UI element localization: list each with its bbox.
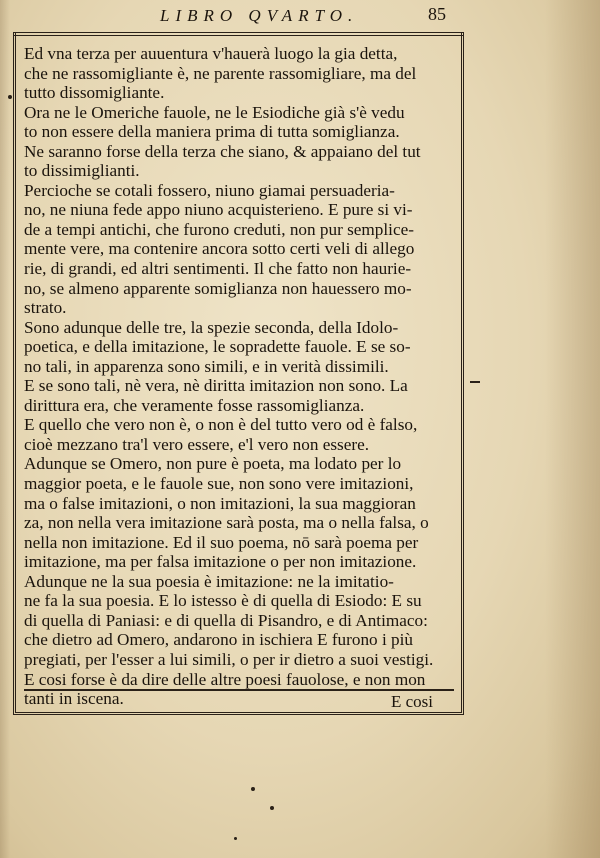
text-line: nella non imitazione. Ed il suo poema, nō sarà poema per: [24, 532, 419, 552]
text-line: Percioche se cotali fossero, niuno giamai persuaderia-: [24, 180, 395, 200]
text-line: che dietro ad Omero, andarono in ischiera E furono i più: [24, 630, 413, 650]
page-edge-shadow: [0, 0, 10, 858]
text-line: Ed vna terza per auuentura v'hauerà luogo la gia detta,: [24, 44, 398, 63]
text-line: E se sono tali, nè vera, nè diritta imitazion non sono. La: [24, 376, 408, 396]
text-line: za, non nella vera imitazione sarà posta, ma o nella falsa, o: [24, 513, 429, 533]
ink-speck: [234, 837, 237, 840]
text-line: no tali, in apparenza sono simili, e in verità dissimili.: [24, 356, 389, 376]
running-title: LIBRO QVARTO.: [160, 6, 359, 25]
text-line: no, ne niuna fede appo niuno acquisterieno. E pure si vi-: [24, 200, 413, 220]
ink-speck: [251, 787, 255, 791]
text-line: E quello che vero non è, o non è del tutto vero od è falso,: [24, 415, 418, 435]
text-line: strato.: [24, 298, 67, 318]
text-line: Ora ne le Omeriche fauole, ne le Esiodiche già s'è vedu: [24, 102, 405, 122]
text-line: imitazione, ma per falsa imitazione o per non imitazione.: [24, 552, 417, 572]
text-line: pregiati, per l'esser a lui simili, o per ir dietro a suoi vestigi.: [24, 649, 434, 669]
text-line: maggior poeta, e le fauole sue, non sono vere imitazioni,: [24, 474, 414, 494]
text-line: mente vere, ma contenire ancora sotto certi veli di allego: [24, 239, 415, 259]
text-line: che ne rassomigliante è, ne parente rassomigliare, ma del: [24, 63, 417, 83]
text-line: ne fa la sua poesia. E lo istesso è di quella di Esiodo: E su: [24, 591, 422, 611]
text-line: ma o false imitazioni, o non imitazioni, la sua maggioran: [24, 493, 416, 513]
text-line: no, se almeno apparente somiglianza non hauessero mo-: [24, 278, 412, 298]
text-line: poetica, e della imitazione, le sopradette fauole. E se so-: [24, 337, 411, 357]
body-text: [24, 44, 456, 709]
text-line: E cosi forse è da dire delle altre poesi fauolose, e non mon: [24, 669, 426, 689]
text-line: Adunque ne la sua poesia è imitazione: ne la imitatio-: [24, 571, 394, 591]
text-line: de a tempi antichi, che furono creduti, non pur semplice-: [24, 219, 414, 239]
text-line: tanti in iscena.: [24, 689, 124, 709]
text-line: to dissimiglianti.: [24, 161, 140, 181]
catchword: E cosi: [391, 692, 434, 711]
text-line: Ne saranno forse della terza che siano, & appaiano del tut: [24, 141, 421, 161]
text-line: Adunque se Omero, non pure è poeta, ma lodato per lo: [24, 454, 402, 474]
text-line: di quella di Paniasi: e di quella di Pisandro, e di Antimaco:: [24, 610, 428, 630]
margin-mark: [470, 381, 480, 383]
bottom-rule: [24, 689, 454, 691]
ink-speck: [8, 95, 12, 99]
text-line: Sono adunque delle tre, la spezie seconda, della Idolo-: [24, 317, 399, 337]
text-line: to non essere della maniera prima di tutta somiglianza.: [24, 122, 400, 142]
page-gutter-shadow: [545, 0, 600, 858]
page-number: 85: [428, 4, 446, 24]
ink-speck: [270, 806, 274, 810]
text-line: rie, di grandi, ed altri sentimenti. Il che fatto non haurie-: [24, 259, 412, 279]
text-line: dirittura era, che veramente fosse rassomiglianza.: [24, 395, 365, 415]
text-line: tutto dissomigliante.: [24, 83, 165, 103]
text-line: cioè mezzano tra'l vero essere, e'l vero non essere.: [24, 434, 370, 454]
